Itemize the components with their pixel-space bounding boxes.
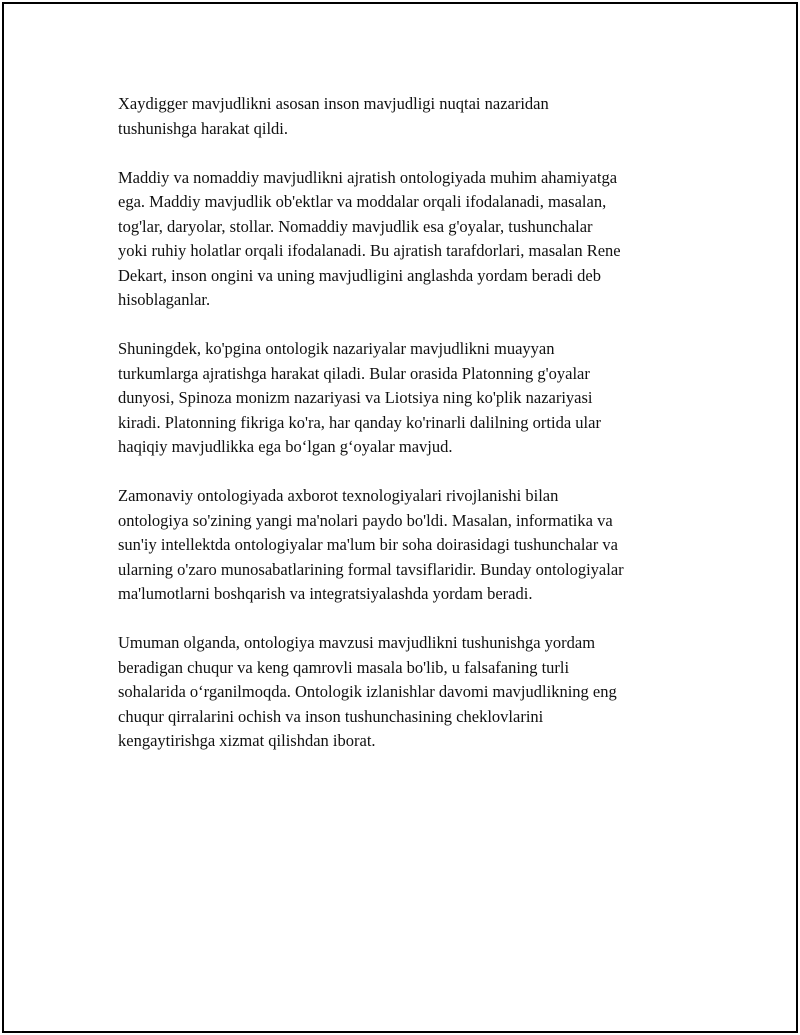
- paragraph-2: Maddiy va nomaddiy mavjudlikni ajratish ontologiyada muhim ahamiyatga ega. Maddiy mavjudlik ob'ektlar va moddalar orqali ifodalanadi, masalan, tog'lar, daryolar, stollar. Nomaddiy mavjudlik esa g'oyalar, tushunchalar yoki ruhiy holatlar orqali ifodalanadi. Bu ajratish tarafdorlari, masalan Rene Dekart, inson ongini va uning mavjudligini anglashda yordam beradi deb hisoblaganlar.: [118, 167, 621, 309]
- paragraph-5: Umuman olganda, ontologiya mavzusi mavjudlikni tushunishga yordam beradigan chuqur va keng qamrovli masala bo'lib, u falsafaning turli sohalarida o‘rganilmoqda. Ontologik izlanishlar davomi mavjudlikning eng chuqur qirralarini ochish va inson tushunchasining cheklovlarini kengaytirishga xizmat qilishdan iborat.: [118, 633, 617, 750]
- paragraph-4: Zamonaviy ontologiyada axborot texnologiyalari rivojlanishi bilan ontologiya so'zining yangi ma'nolari paydo bo'ldi. Masalan, informatika va sun'iy intellektda ontologiyalar ma'lum bir soha doirasidagi tushunchalar va ularning o'zaro munosabatlarining formal tavsiflaridir. Bunday ontologiyalar ma'lumotlarni boshqarish va integratsiyalashda yordam beradi.: [118, 486, 624, 603]
- document-body: [118, 92, 690, 778]
- paragraph-3: Shuningdek, ko'pgina ontologik nazariyalar mavjudlikni muayyan turkumlarga ajratishga harakat qiladi. Bular orasida Platonning g'oyalar dunyosi, Spinoza monizm nazariyasi va Liotsiya ning ko'plik nazariyasi kiradi. Platonning fikriga ko'ra, har qanday ko'rinarli dalilning ortida ular haqiqiy mavjudlikka ega bo‘lgan g‘oyalar mavjud.: [118, 339, 601, 456]
- paragraph-1: Xaydigger mavjudlikni asosan inson mavjudligi nuqtai nazaridan tushunishga harakat qildi.: [118, 94, 549, 138]
